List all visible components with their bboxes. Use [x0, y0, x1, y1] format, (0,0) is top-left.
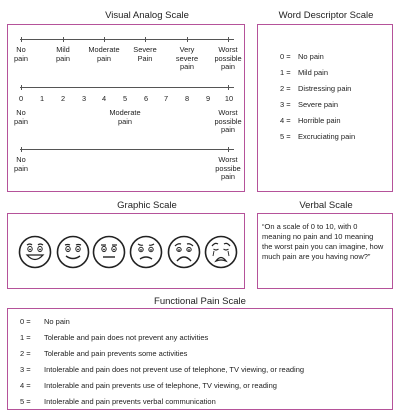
vas-row1-tick	[187, 37, 188, 42]
functional-label: Intolerable and pain prevents use of telephone, TV viewing, or reading	[44, 381, 277, 390]
word-descriptor-label: No pain	[298, 52, 324, 61]
vas-row1-label-mild-pain: Mild pain	[56, 45, 70, 63]
vas-number: 2	[60, 94, 66, 103]
vas-row1-tick	[145, 37, 146, 42]
word-descriptor-label: Mild pain	[298, 68, 329, 77]
vas-row1-tick	[21, 37, 22, 42]
vas-row2-line	[20, 87, 234, 88]
vas-number: 0	[18, 94, 24, 103]
word-descriptor-number: 1 =	[280, 68, 291, 77]
very-sad-face-icon	[167, 235, 201, 269]
functional-label: Tolerable and pain prevents some activities	[44, 349, 188, 358]
vas-row3-label-no-pain: No pain	[14, 155, 28, 173]
functional-number: 3 =	[20, 365, 31, 374]
vas-row1-label-severe-pain: Severe Pain	[133, 45, 157, 63]
vas-row3-tick	[21, 147, 22, 152]
functional-number: 4 =	[20, 381, 31, 390]
vas-number: 6	[143, 94, 149, 103]
happy-face-icon	[56, 235, 90, 269]
word-descriptor-number: 0 =	[280, 52, 291, 61]
functional-label: Tolerable and pain does not prevent any activities	[44, 333, 209, 342]
vas-row2-label-no-pain: No pain	[14, 108, 28, 126]
functional-item	[20, 381, 277, 390]
vas-number: 1	[39, 94, 45, 103]
word-descriptor-number: 3 =	[280, 100, 291, 109]
word-descriptor-label: Distressing pain	[298, 84, 352, 93]
functional-item	[20, 365, 304, 374]
vas-number: 8	[184, 94, 190, 103]
vas-number: 7	[163, 94, 169, 103]
verbal-scale-heading: Verbal Scale	[299, 200, 353, 211]
vas-row2-label-worst-possible-pain: Worst possible pain	[214, 108, 242, 135]
functional-item	[20, 317, 70, 326]
vas-row1-line	[20, 39, 234, 40]
functional-pain-scale-heading: Functional Pain Scale	[154, 296, 246, 307]
word-descriptor-number: 2 =	[280, 84, 291, 93]
vas-row1-label-no-pain: No pain	[14, 45, 28, 63]
neutral-face-icon	[92, 235, 126, 269]
graphic-scale-heading: Graphic Scale	[117, 200, 177, 211]
functional-item	[20, 333, 208, 342]
word-descriptor-item	[280, 132, 355, 141]
word-descriptor-item	[280, 52, 324, 61]
vas-number: 3	[81, 94, 87, 103]
word-descriptor-item	[280, 116, 341, 125]
vas-row2-tick	[228, 85, 229, 90]
vas-row3-tick	[228, 147, 229, 152]
vas-row2-label-moderate-pain: Moderate pain	[109, 108, 141, 126]
vas-row3-line	[20, 149, 234, 150]
visual-analog-scale-panel	[7, 24, 245, 192]
word-descriptor-item	[280, 84, 351, 93]
vas-number: 10	[224, 94, 234, 103]
functional-label: No pain	[44, 317, 70, 326]
very-happy-face-icon	[18, 235, 52, 269]
word-descriptor-scale-heading: Word Descriptor Scale	[278, 10, 374, 21]
vas-row1-tick	[63, 37, 64, 42]
word-descriptor-item	[280, 100, 338, 109]
vas-row1-label-very-severe-pain: Very severe pain	[175, 45, 199, 72]
word-descriptor-number: 5 =	[280, 132, 291, 141]
functional-item	[20, 397, 216, 406]
verbal-scale-question: “On a scale of 0 to 10, with 0 meaning no pain and 10 meaning the worst pain you can imagine, how much pain are you having now?”	[262, 222, 384, 261]
crying-face-icon	[204, 235, 238, 269]
visual-analog-scale-heading: Visual Analog Scale	[105, 10, 189, 21]
word-descriptor-label: Horrible pain	[298, 116, 341, 125]
functional-item	[20, 349, 187, 358]
vas-row1-tick	[228, 37, 229, 42]
word-descriptor-number: 4 =	[280, 116, 291, 125]
vas-number: 9	[205, 94, 211, 103]
vas-row3-label-worst-possible-pain: Worst possibe pain	[215, 155, 241, 182]
functional-pain-scale-panel	[7, 308, 393, 410]
functional-number: 2 =	[20, 349, 31, 358]
vas-number: 5	[122, 94, 128, 103]
vas-number: 4	[101, 94, 107, 103]
vas-row1-label-moderate-pain: Moderate pain	[88, 45, 120, 63]
vas-row1-label-worst-possible-pain: Worst possible pain	[214, 45, 242, 72]
functional-number: 5 =	[20, 397, 31, 406]
sad-face-icon	[129, 235, 163, 269]
functional-number: 0 =	[20, 317, 31, 326]
functional-label: Intolerable and pain prevents verbal communication	[44, 397, 216, 406]
word-descriptor-scale-panel	[257, 24, 393, 192]
functional-label: Intolerable and pain does not prevent use of telephone, TV viewing, or reading	[44, 365, 305, 374]
functional-number: 1 =	[20, 333, 31, 342]
vas-row2-tick	[21, 85, 22, 90]
word-descriptor-label: Severe pain	[298, 100, 339, 109]
vas-row1-tick	[104, 37, 105, 42]
word-descriptor-label: Excruciating pain	[298, 132, 356, 141]
word-descriptor-item	[280, 68, 328, 77]
